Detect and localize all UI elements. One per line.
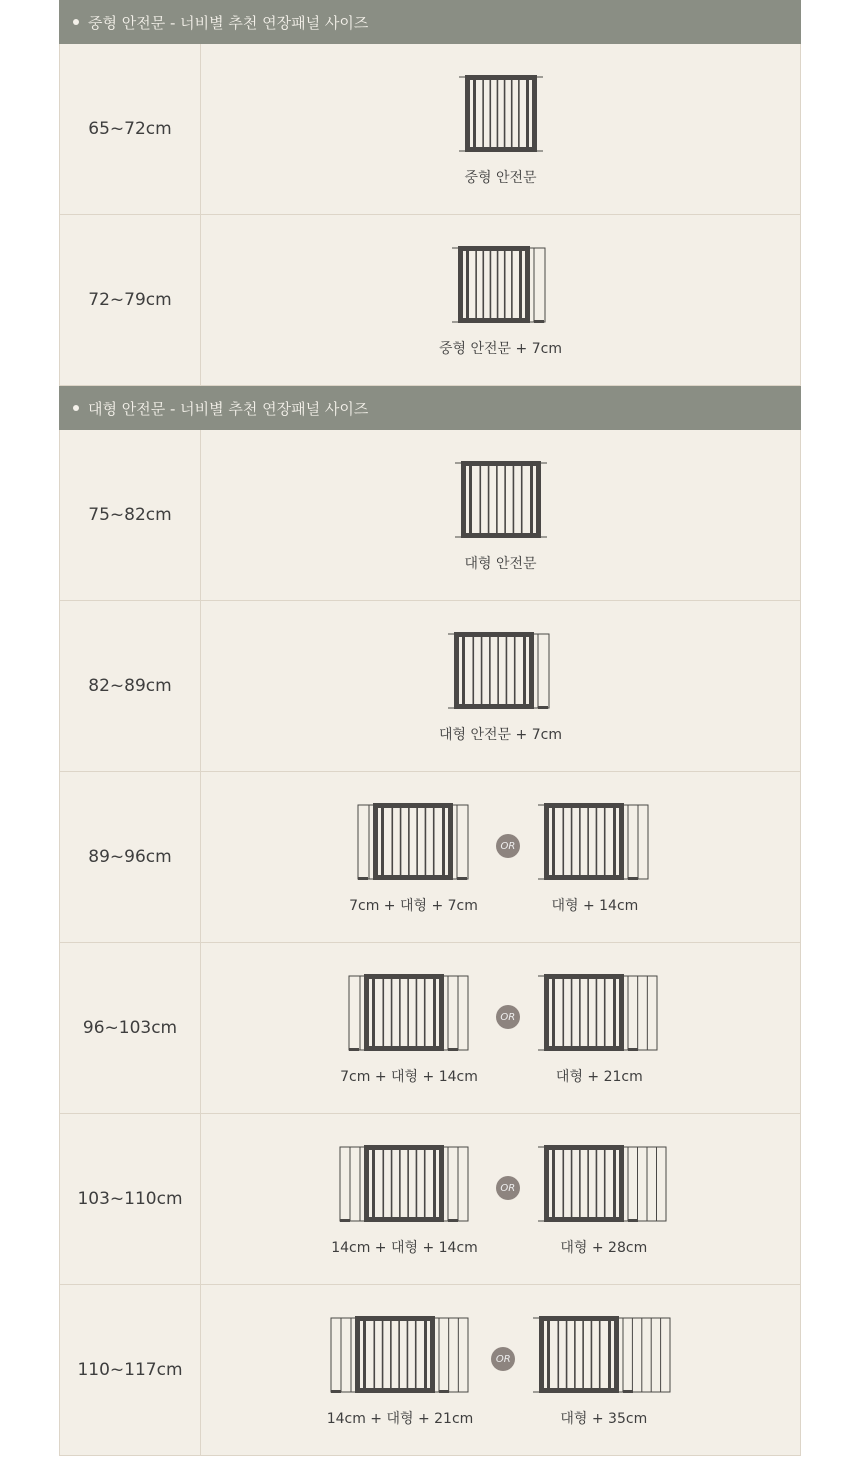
gate-option <box>327 1312 474 1428</box>
option-caption: 중형 안전문 <box>464 170 537 186</box>
width-range: 75~82cm <box>60 430 201 600</box>
width-range: 65~72cm <box>60 44 201 214</box>
baby-gate-icon <box>452 242 549 328</box>
or-badge: OR <box>491 1347 515 1371</box>
gate-illustration-cell <box>201 44 800 214</box>
bullet-icon <box>73 405 79 411</box>
width-range: 96~103cm <box>60 943 201 1113</box>
gate-option <box>349 799 478 915</box>
gate-option <box>340 970 478 1086</box>
gate-illustration-cell <box>201 943 800 1113</box>
option-caption: 대형 + 21cm <box>555 1069 643 1085</box>
table-row <box>59 601 801 772</box>
option-caption: 7cm + 대형 + 14cm <box>340 1069 478 1085</box>
gate-option <box>538 1141 670 1257</box>
gate-option <box>455 457 547 573</box>
option-caption: 대형 안전문 + 7cm <box>439 727 562 743</box>
width-range: 103~110cm <box>60 1114 201 1284</box>
option-caption: 14cm + 대형 + 21cm <box>326 1411 474 1427</box>
gate-option <box>439 628 562 744</box>
section-title: 중형 안전문 - 너비별 추천 연장패널 사이즈 <box>88 13 369 32</box>
option-caption: 대형 안전문 <box>464 556 537 572</box>
baby-gate-icon <box>448 628 553 714</box>
width-range: 72~79cm <box>60 215 201 385</box>
baby-gate-icon <box>533 1312 674 1398</box>
option-caption: 7cm + 대형 + 7cm <box>349 898 478 914</box>
gate-illustration-cell <box>201 1114 800 1284</box>
baby-gate-icon <box>336 1141 472 1227</box>
table-row <box>59 430 801 601</box>
option-caption: 대형 + 14cm <box>551 898 639 914</box>
or-badge: OR <box>496 1176 520 1200</box>
baby-gate-icon <box>345 970 472 1056</box>
section-title: 대형 안전문 - 너비별 추천 연장패널 사이즈 <box>88 399 369 418</box>
baby-gate-icon <box>354 799 472 885</box>
gate-option <box>439 242 562 358</box>
width-range: 110~117cm <box>60 1285 201 1455</box>
or-badge: OR <box>496 1005 520 1029</box>
gate-illustration-cell <box>201 430 800 600</box>
table-row <box>59 215 801 386</box>
gate-illustration-cell <box>201 1285 800 1455</box>
section-header <box>59 0 801 44</box>
table-row <box>59 772 801 943</box>
gate-illustration-cell <box>201 601 800 771</box>
size-guide-table <box>59 0 801 1456</box>
or-badge: OR <box>496 834 520 858</box>
option-caption: 대형 + 35cm <box>560 1411 648 1427</box>
option-caption: 14cm + 대형 + 14cm <box>331 1240 478 1256</box>
gate-option <box>459 71 543 187</box>
baby-gate-icon <box>538 799 652 885</box>
gate-option <box>331 1141 478 1257</box>
gate-illustration-cell <box>201 772 800 942</box>
table-row <box>59 1114 801 1285</box>
baby-gate-icon <box>327 1312 472 1398</box>
table-row <box>59 44 801 215</box>
width-range: 82~89cm <box>60 601 201 771</box>
baby-gate-icon <box>459 71 543 157</box>
bullet-icon <box>73 19 79 25</box>
option-caption: 중형 안전문 + 7cm <box>439 341 562 357</box>
section-header <box>59 386 801 430</box>
width-range: 89~96cm <box>60 772 201 942</box>
baby-gate-icon <box>538 970 661 1056</box>
baby-gate-icon <box>455 457 547 543</box>
gate-illustration-cell <box>201 215 800 385</box>
gate-option <box>533 1312 674 1428</box>
table-row <box>59 943 801 1114</box>
gate-option <box>538 970 661 1086</box>
table-row <box>59 1285 801 1456</box>
baby-gate-icon <box>538 1141 670 1227</box>
option-caption: 대형 + 28cm <box>560 1240 648 1256</box>
gate-option <box>538 799 652 915</box>
